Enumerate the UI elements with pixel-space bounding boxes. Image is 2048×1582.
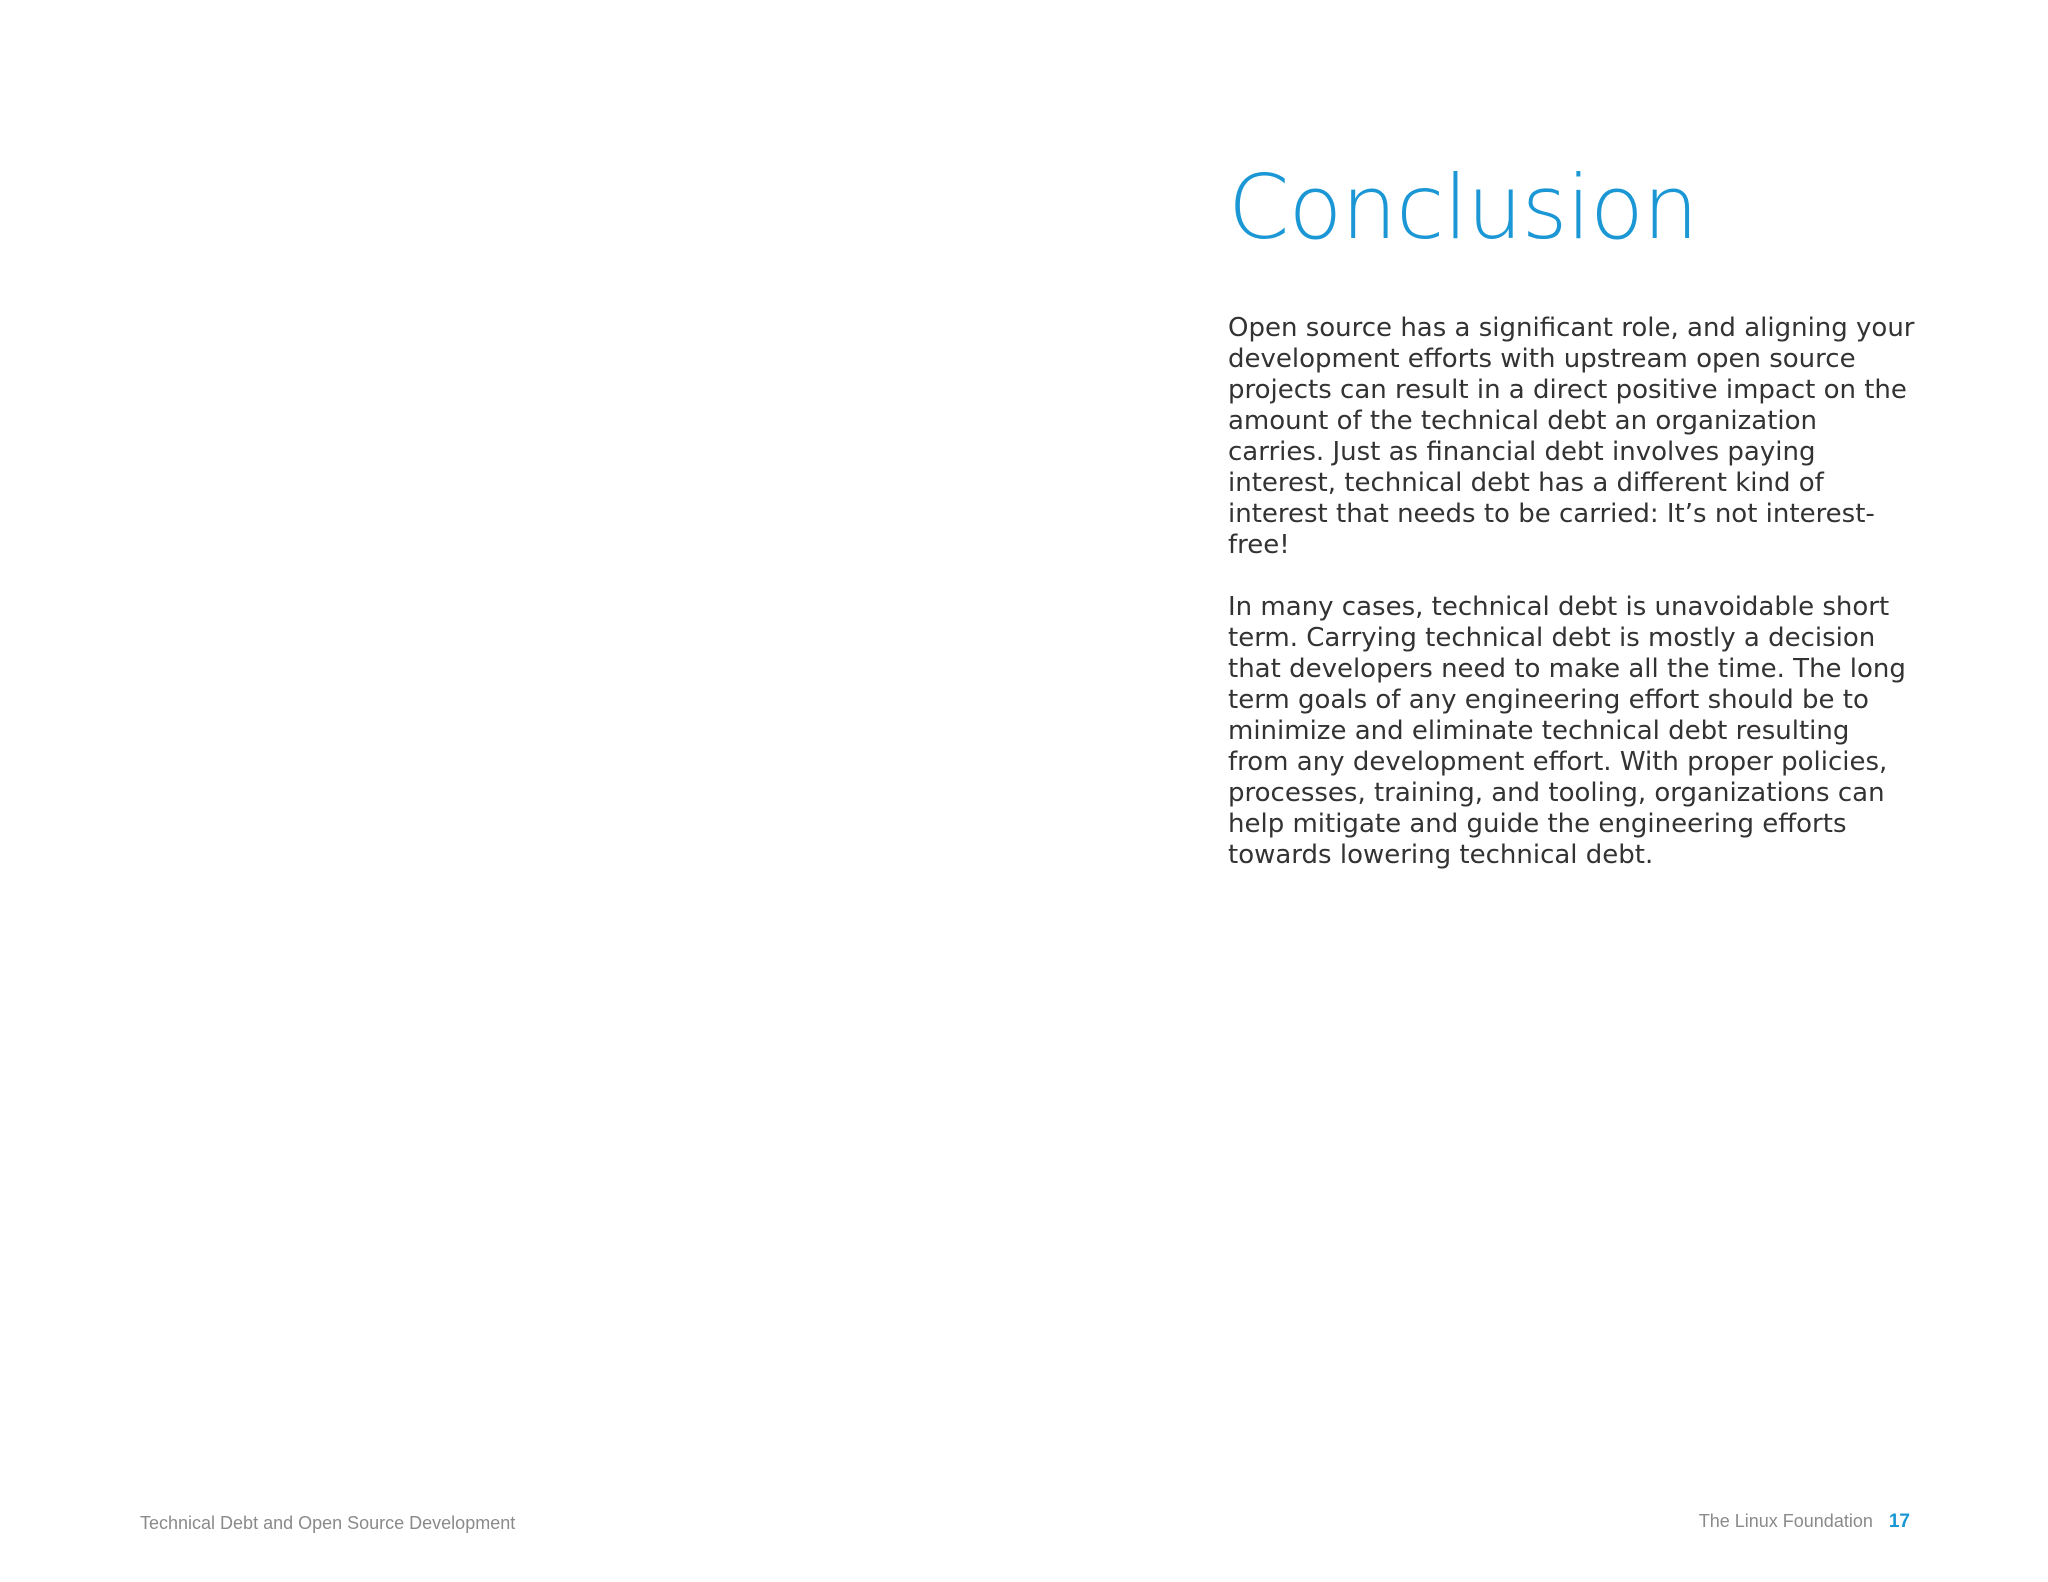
page-title: Conclusion — [1228, 156, 1698, 259]
footer-publisher: The Linux Foundation — [1698, 1511, 1873, 1531]
footer-document-title: Technical Debt and Open Source Development — [140, 1513, 516, 1533]
content-column — [1228, 156, 1918, 871]
body-paragraph: Open source has a significant role, and aligning your development efforts with upstream open source projects can result in a direct positive impact on the amount of the technical debt an organization carries. Just as financial debt involves paying interest, technical debt has a different kind of interest that needs to be carried: It’s not interest-free! — [1228, 312, 1915, 560]
footer-right — [1699, 1511, 1910, 1533]
page-number: 17 — [1888, 1511, 1910, 1532]
body-paragraph: In many cases, technical debt is unavoidable short term. Carrying technical debt is mostly a decision that developers need to make all the time. The long term goals of any engineering effort should be to minimize and eliminate technical debt resulting from any development effort. With proper policies, processes, training, and tooling, organizations can help mitigate and guide the engineering efforts towards lowering technical debt. — [1228, 591, 1906, 870]
